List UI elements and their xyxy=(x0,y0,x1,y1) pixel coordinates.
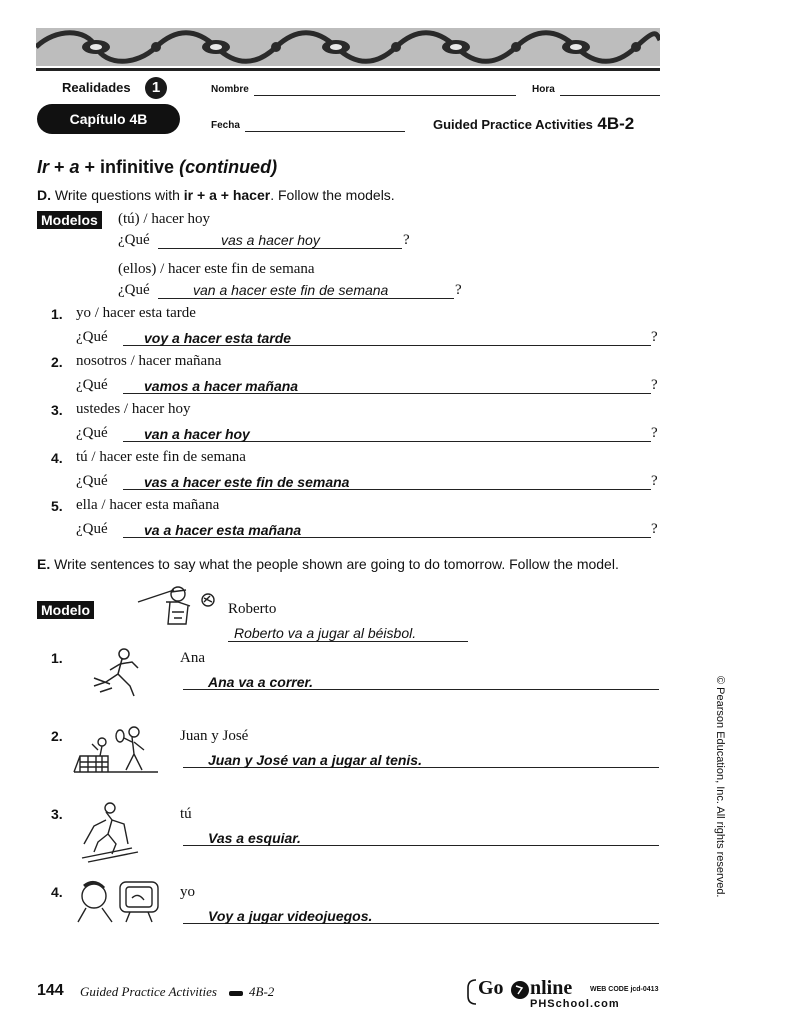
modelos-tag: Modelos xyxy=(37,211,102,229)
title-ir: Ir xyxy=(37,157,50,177)
hora-line[interactable] xyxy=(560,95,660,96)
d-item2-prompt: nosotros / hacer mañana xyxy=(76,353,222,369)
d-item5-qmark: ? xyxy=(651,521,658,537)
d-item1-que: ¿Qué xyxy=(76,329,108,345)
d-item4-answer: vas a hacer este fin de semana xyxy=(144,474,350,490)
d-item4-qmark: ? xyxy=(651,473,658,489)
realidades-label: Realidades xyxy=(62,80,131,95)
activity-heading xyxy=(433,114,634,134)
d-item2-answer: vamos a hacer mañana xyxy=(144,378,299,394)
page-number: 144 xyxy=(37,982,64,999)
activity-code: 4B-2 xyxy=(597,114,635,133)
footer-activity-title: Guided Practice Activities xyxy=(80,984,217,999)
part-e-instructions xyxy=(37,555,661,573)
part-d-instr-b: ir + a + hacer xyxy=(183,187,271,203)
decorative-banner xyxy=(36,28,660,66)
footer-activity-code: 4B-2 xyxy=(249,984,275,999)
e-item3-answer: Vas a esquiar. xyxy=(208,830,301,846)
part-e-instr-text: Write sentences to say what the people shown are going to do tomorrow. Follow the model. xyxy=(54,556,619,572)
realidades-level-badge: 1 xyxy=(145,77,167,99)
modelo-tag: Modelo xyxy=(37,601,94,619)
d-item1-qmark: ? xyxy=(651,329,658,345)
tennis-players-icon xyxy=(72,724,160,780)
e-item4-number: 4. xyxy=(51,884,63,900)
online-text: nline xyxy=(530,977,573,999)
model2-answer: van a hacer este fin de semana xyxy=(193,282,389,298)
d-item4-number: 4. xyxy=(51,450,63,466)
section-title xyxy=(37,157,277,178)
d-item2-que: ¿Qué xyxy=(76,377,108,393)
activity-title: Guided Practice Activities xyxy=(433,117,593,132)
go-text: Go xyxy=(478,977,504,999)
title-continued: (continued) xyxy=(179,157,278,177)
e-item3-name: tú xyxy=(180,806,192,822)
d-item5-que: ¿Qué xyxy=(76,521,108,537)
d-item1-prompt: yo / hacer esta tarde xyxy=(76,305,196,321)
model1-prompt: (tú) / hacer hoy xyxy=(118,211,211,227)
model-name: Roberto xyxy=(228,601,277,617)
part-d-instr-a: Write questions with xyxy=(54,187,184,203)
model1-line xyxy=(158,248,402,249)
nombre-label: Nombre xyxy=(211,84,249,95)
part-d-letter: D. xyxy=(37,187,51,203)
fecha-label: Fecha xyxy=(211,120,240,131)
d-item3-answer: van a hacer hoy xyxy=(144,426,250,442)
web-code: WEB CODE jcd-0413 xyxy=(590,986,659,993)
banner-rule xyxy=(36,68,660,71)
runner-icon xyxy=(90,646,152,698)
e-item2-answer: Juan y José van a jugar al tenis. xyxy=(208,752,422,768)
d-item3-prompt: ustedes / hacer hoy xyxy=(76,401,191,417)
d-item2-number: 2. xyxy=(51,354,63,370)
go-online-logo[interactable] xyxy=(466,976,662,1012)
e-item4-answer: Voy a jugar videojuegos. xyxy=(208,908,373,924)
capitulo-badge: Capítulo 4B xyxy=(37,104,180,134)
part-d-instr-c: . Follow the models. xyxy=(270,187,395,203)
footer-dash xyxy=(229,991,243,996)
d-item4-prompt: tú / hacer este fin de semana xyxy=(76,449,246,465)
model1-qmark: ? xyxy=(403,232,410,248)
nombre-line[interactable] xyxy=(254,95,516,96)
title-plus: + xyxy=(49,157,70,177)
d-item4-que: ¿Qué xyxy=(76,473,108,489)
e-item1-name: Ana xyxy=(180,650,205,666)
e-item2-number: 2. xyxy=(51,728,63,744)
d-item3-que: ¿Qué xyxy=(76,425,108,441)
fecha-line[interactable] xyxy=(245,131,405,132)
skier-icon xyxy=(72,800,142,864)
hora-label: Hora xyxy=(532,84,555,95)
model1-answer: vas a hacer hoy xyxy=(221,232,320,248)
e-item2-name: Juan y José xyxy=(180,728,249,744)
title-infinitive: + infinitive xyxy=(79,157,180,177)
phschool-link[interactable]: PHSchool.com xyxy=(530,998,620,1010)
model2-qmark: ? xyxy=(455,282,462,298)
e-item3-number: 3. xyxy=(51,806,63,822)
videogame-player-icon xyxy=(72,876,164,924)
d-item1-answer: voy a hacer esta tarde xyxy=(144,330,292,346)
model2-que: ¿Qué xyxy=(118,282,150,298)
e-item4-name: yo xyxy=(180,884,195,900)
model1-que: ¿Qué xyxy=(118,232,150,248)
model-answer-line xyxy=(228,641,468,642)
d-item3-number: 3. xyxy=(51,402,63,418)
e-item1-number: 1. xyxy=(51,650,63,666)
d-item2-qmark: ? xyxy=(651,377,658,393)
model-answer: Roberto va a jugar al béisbol. xyxy=(234,625,417,641)
part-e-letter: E. xyxy=(37,556,51,572)
part-d-instructions xyxy=(37,187,395,203)
title-a: a xyxy=(69,157,80,177)
d-item5-answer: va a hacer esta mañana xyxy=(144,522,302,538)
model2-prompt: (ellos) / hacer este fin de semana xyxy=(118,261,315,277)
d-item3-qmark: ? xyxy=(651,425,658,441)
d-item5-prompt: ella / hacer esta mañana xyxy=(76,497,220,513)
d-item1-number: 1. xyxy=(51,306,63,322)
copyright-notice: © Pearson Education, Inc. All rights reserved. xyxy=(714,676,726,898)
d-item5-number: 5. xyxy=(51,498,63,514)
baseball-player-icon xyxy=(130,584,218,628)
e-item1-answer: Ana va a correr. xyxy=(208,674,314,690)
model2-line xyxy=(158,298,454,299)
